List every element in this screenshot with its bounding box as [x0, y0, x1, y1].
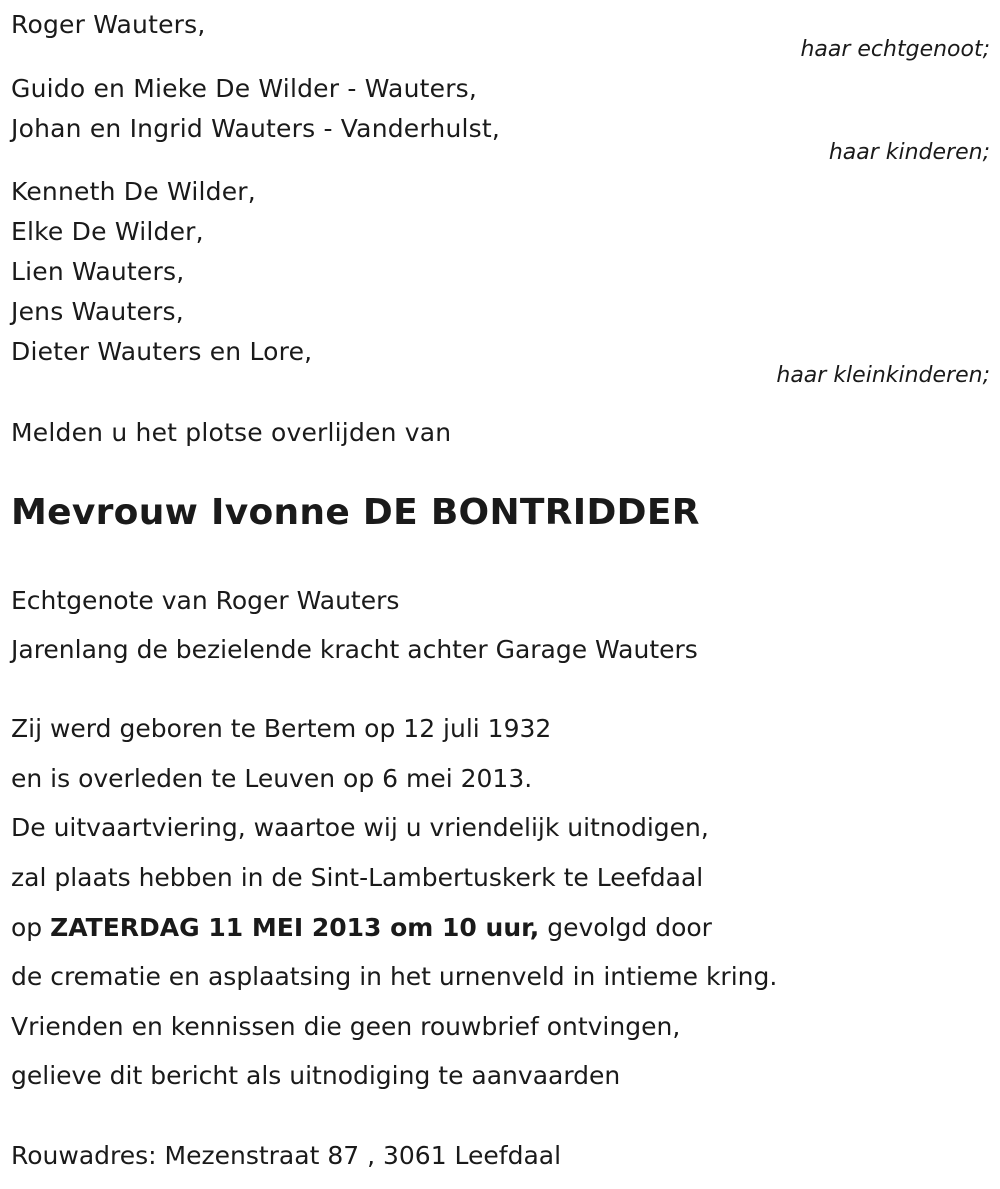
funeral-date-line — [11, 913, 712, 943]
grandchildren-role: haar kleinkinderen; — [776, 363, 990, 388]
funeral-date-prefix: op — [11, 913, 51, 942]
grandchild-name: Dieter Wauters en Lore, — [11, 337, 313, 366]
grandchild-name: Lien Wauters, — [11, 257, 185, 286]
grandchild-name: Elke De Wilder, — [11, 217, 204, 246]
child-name: Johan en Ingrid Wauters - Vanderhulst, — [11, 114, 501, 143]
detail-line: De uitvaartviering, waartoe wij u vriendelijk uitnodigen, — [11, 813, 709, 842]
children-role: haar kinderen; — [828, 140, 990, 165]
spouse-name: Roger Wauters, — [11, 10, 206, 39]
detail-line: gelieve dit bericht als uitnodiging te aanvaarden — [11, 1061, 621, 1090]
spouse-role: haar echtgenoot; — [800, 37, 990, 62]
grandchild-name: Kenneth De Wilder, — [11, 177, 256, 206]
grandchild-name: Jens Wauters, — [11, 297, 184, 326]
detail-line: en is overleden te Leuven op 6 mei 2013. — [11, 764, 533, 793]
detail-line: Zij werd geboren te Bertem op 12 juli 1932 — [11, 714, 552, 743]
announcement-text: Melden u het plotse overlijden van — [11, 418, 452, 447]
deceased-name: Mevrouw Ivonne DE BONTRIDDER — [11, 492, 700, 533]
child-name: Guido en Mieke De Wilder - Wauters, — [11, 74, 478, 103]
funeral-date-suffix: gevolgd door — [539, 913, 712, 942]
detail-line: zal plaats hebben in de Sint-Lambertuskerk te Leefdaal — [11, 863, 704, 892]
description-line: Echtgenote van Roger Wauters — [11, 586, 400, 615]
detail-line: Vrienden en kennissen die geen rouwbrief ontvingen, — [11, 1012, 681, 1041]
mourning-address: Rouwadres: Mezenstraat 87 , 3061 Leefdaal — [11, 1141, 562, 1170]
funeral-date-bold: ZATERDAG 11 MEI 2013 om 10 uur, — [50, 913, 540, 942]
description-line: Jarenlang de bezielende kracht achter Garage Wauters — [11, 635, 698, 664]
detail-line: de crematie en asplaatsing in het urnenveld in intieme kring. — [11, 962, 778, 991]
